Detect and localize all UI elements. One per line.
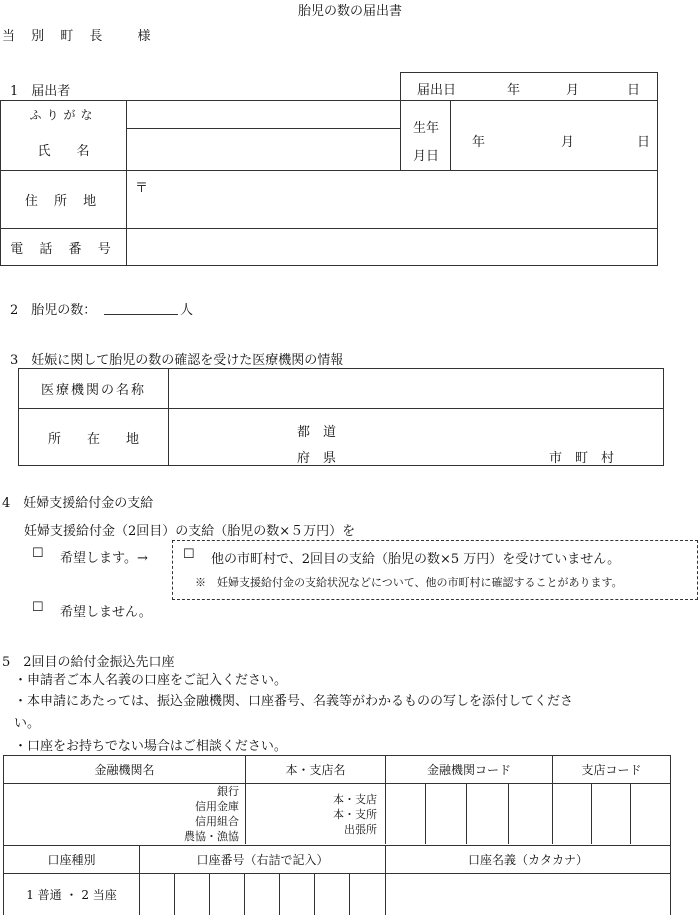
confirm-label: 他の市町村で、2回目の支給（胎児の数×5 万円）を受けていません。 [211,552,621,567]
confirmation-box [172,540,698,600]
bank-account-table [3,755,671,915]
facility-name-label: 医療機関の名称 [40,383,146,398]
form-title: 胎児の数の届出書 [297,4,402,19]
section4-intro: 妊婦支援給付金（2回目）の支給（胎児の数×５万円）を [24,524,356,539]
branch-type-shiten: 本・支店 [333,793,377,806]
confirm-checkbox[interactable]: ☐ [183,547,195,562]
fetus-count-field[interactable] [104,299,178,315]
option-yes-checkbox[interactable]: ☐ [32,546,44,561]
bullet-item: ・口座をお持ちでない場合はご相談ください。 [14,739,287,754]
facility-location-label: 所 在 地 [47,431,139,447]
section2-heading: 2 胎児の数： [10,303,97,318]
todo-label: 都 道 [297,425,337,440]
option-no-checkbox[interactable]: ☐ [32,600,44,615]
bank-type-bank: 銀行 [217,785,239,798]
birth-month-label: 月 [561,135,575,150]
month-label: 月 [566,83,580,98]
day-label: 日 [627,83,641,98]
option-no-label: 希望しません。 [60,605,152,620]
bullet-item: い。 [14,716,41,731]
birth-label-1: 生年 [413,121,440,136]
address-field[interactable] [127,171,658,228]
birth-label-2: 月日 [413,149,440,164]
branch-type-shisho: 本・支所 [333,808,377,821]
bank-name-field[interactable] [4,784,245,845]
furigana-label: ふりがな [29,108,98,122]
branch-name-header: 本・支店名 [285,763,346,777]
account-holder-field[interactable] [386,874,670,915]
account-type-header: 口座種別 [47,853,96,867]
branch-code-header: 支店コード [581,763,642,777]
furigana-field[interactable] [127,101,400,128]
account-type-options[interactable]: 1 普通 ・ 2 当座 [26,888,117,902]
birth-date-field[interactable] [451,101,658,170]
name-field[interactable] [127,129,400,170]
birth-year-label: 年 [472,135,486,150]
shichoson-label: 市 町 村 [549,451,615,466]
account-number-header: 口座番号（右詰で記入） [196,853,329,867]
applicant-table [0,100,658,266]
section1-heading: 1 届出者 [10,84,71,99]
account-holder-header: 口座名義（カタカナ） [467,853,588,867]
medical-facility-table [18,368,664,466]
addressee: 当 別 町 長 様 [2,29,157,44]
facility-location-field[interactable] [169,409,663,465]
phone-label: 電 話 番 号 [10,241,117,257]
year-label: 年 [507,83,521,98]
name-label: 氏 名 [37,144,90,159]
bank-type-kumiai: 信用組合 [195,815,239,828]
facility-name-field[interactable] [169,369,663,408]
postal-mark: 〒 [135,181,149,196]
confirm-note: ※ 妊婦支援給付金の支給状況などについて、他の市町村に確認することがあります。 [195,576,623,589]
branch-name-field[interactable] [246,784,385,845]
submit-date-label: 届出日 [417,83,457,98]
section3-heading: 3 妊娠に関して胎児の数の確認を受けた医療機関の情報 [10,353,344,368]
fetus-unit: 人 [180,303,194,318]
bank-type-shinkin: 信用金庫 [195,800,239,813]
section5-heading: 5 2回目の給付金振込先口座 [2,655,175,670]
bullet-item: ・本申請にあたっては、振込金融機関、口座番号、名義等がわかるものの写しを添付してくださ [14,694,574,709]
branch-type-shuchojo: 出張所 [344,823,377,836]
section4-heading: 4 妊婦支援給付金の支給 [2,496,154,511]
option-yes-label: 希望します。→ [60,551,148,566]
submit-date-box[interactable] [400,72,658,101]
phone-field[interactable] [127,229,658,265]
bank-code-header: 金融機関コード [426,763,511,777]
address-label: 住 所 地 [24,194,103,209]
birth-day-label: 日 [637,135,651,150]
bank-type-nokyo: 農協・漁協 [184,830,239,843]
bullet-item: ・申請者ご本人名義の口座をご記入ください。 [14,673,288,688]
fuken-label: 府 県 [297,451,337,466]
bank-name-header: 金融機関名 [94,763,155,777]
